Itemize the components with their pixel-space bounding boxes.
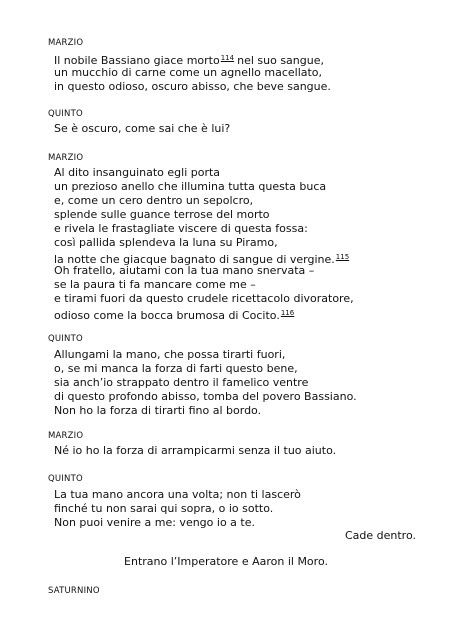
speaker-name: MARZIO [48,153,84,163]
verse-text: la notte che giacque bagnato di sangue di vergine. [54,253,335,266]
verse-line: finché tu non sarai qui sopra, o io sotto. [54,502,274,515]
verse-line: Al dito insanguinato egli porta [54,166,221,179]
verse-line: La tua mano ancora una volta; non ti lascerò [54,488,301,501]
speaker-name: QUINTO [48,109,83,119]
speaker-name: QUINTO [48,334,83,344]
footnote-ref[interactable]: 115 [335,253,350,261]
verse-text: Il nobile Bassiano giace morto [54,54,220,67]
verse-text: nel suo sangue, [237,54,324,67]
verse-line: un mucchio di carne come un agnello macellato, [54,66,323,79]
verse-line: così pallida splendeva la luna su Piramo, [54,236,278,249]
verse-line: se la paura ti fa mancare come me – [54,278,256,291]
footnote-ref[interactable]: 116 [280,309,295,317]
stage-direction: Cade dentro. [344,529,416,542]
verse-line: Non ho la forza di tirarti fino al bordo. [54,404,262,417]
footnote-ref[interactable]: 114 [220,54,235,62]
verse-line: Se è oscuro, come sai che è lui? [54,122,231,135]
speaker-name: MARZIO [48,431,84,441]
verse-line: un prezioso anello che illumina tutta questa buca [54,180,327,193]
verse-line: di questo profondo abisso, tomba del povero Bassiano. [54,390,357,403]
verse-line: sia anch’io strappato dentro il famelico ventre [54,376,309,389]
verse-line: e tirami fuori da questo crudele ricettacolo divoratore, [54,292,354,305]
verse-line: e rivela le frastagliate viscere di questa fossa: [54,222,308,235]
verse-line: e, come un cero dentro un sepolcro, [54,194,254,207]
verse-line: Oh fratello, aiutami con la tua mano snervata – [54,264,315,277]
stage-direction: Entrano l’Imperatore e Aaron il Moro. [124,555,328,568]
speaker-name: QUINTO [48,474,83,484]
verse-line: o, se mi manca la forza di farti questo bene, [54,362,298,375]
speaker-name: MARZIO [48,38,84,48]
speaker-name: SATURNINO [48,586,100,596]
verse-line: Allungami la mano, che possa tirarti fuori, [54,348,286,361]
verse-line: Né io ho la forza di arrampicarmi senza il tuo aiuto. [54,444,337,457]
verse-text: odioso come la bocca brumosa di Cocito. [54,309,280,322]
verse-line: Non puoi venire a me: vengo io a te. [54,516,255,529]
verse-line [54,306,297,323]
verse-line: in questo odioso, oscuro abisso, che beve sangue. [54,80,331,93]
verse-line: splende sulle guance terrose del morto [54,208,270,221]
